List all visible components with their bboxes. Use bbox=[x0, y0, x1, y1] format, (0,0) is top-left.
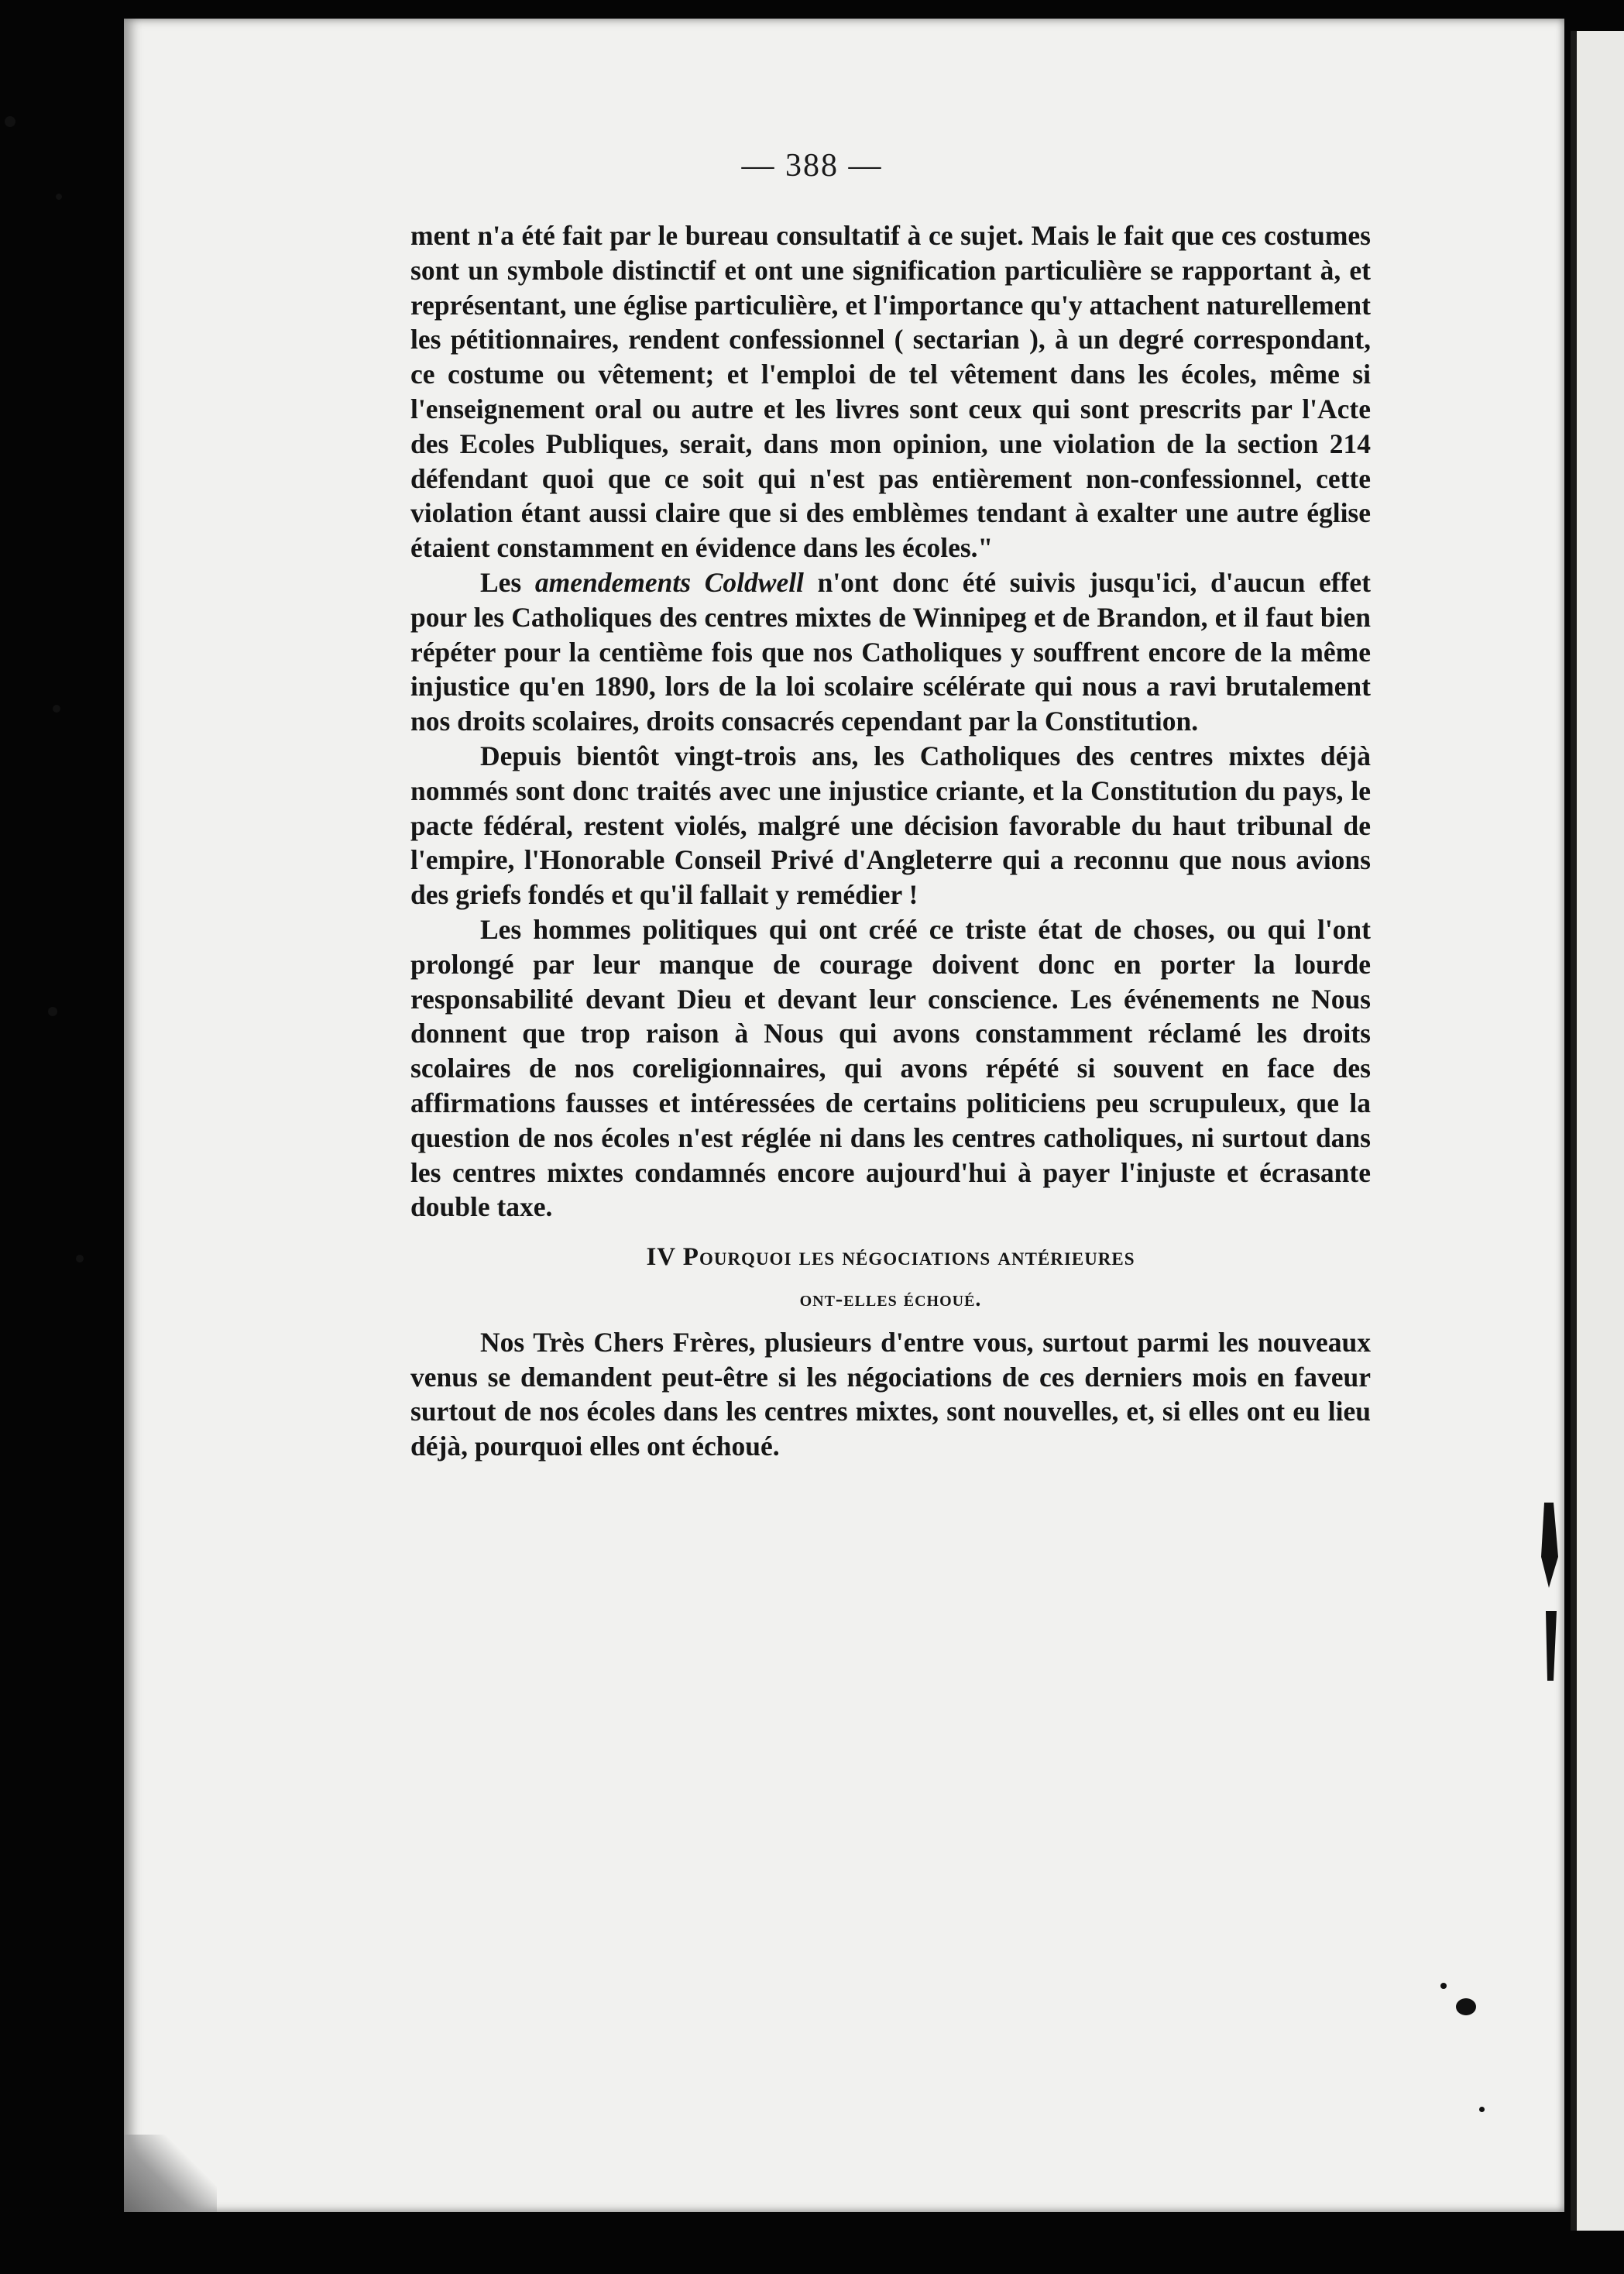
paragraph-4: Les hommes politiques qui ont créé ce triste état de choses, ou qui l'ont prolongé par leur manque de courage doivent donc en porter la lourde responsabilité devant Dieu et devant leur conscience. Les événements ne Nous donnent que trop raison à Nous qui avons constamment réclamé les droits scolaires de nos coreligionnaires, qui avons répété si souvent en face des affirmations fausses et intéressées de certains politiciens peu scrupuleux, que la question de nos écoles n'est réglée ni dans les centres catholiques, ni surtout dans les centres mixtes condamnés encore aujourd'hui à payer l'injuste et écrasante double taxe. bbox=[410, 913, 1371, 1223]
document-body bbox=[410, 218, 1371, 1464]
section-subheading: ont-elles échoué. bbox=[799, 1286, 982, 1311]
paragraph-1: ment n'a été fait par le bureau consultatif à ce sujet. Mais le fait que ces costumes sont un symbole distinctif et ont une signification particulière se rapportant à, et représentant, une église particulière, et l'importance qu'y attachent naturellement les pétitionnaires, rendent confessionnel ( sectarian ), à un degré correspondant, ce costume ou vêtement; et l'emploi de tel vêtement dans les écoles, même si l'enseignement oral ou autre et les livres sont ceux qui sont prescrits par l'Acte des Ecoles Publiques, serait, dans mon opinion, une violation de la section 214 défendant quoi que ce soit qui n'est pas entièrement non-confessionnel, cette violation étant aussi claire que si des emblèmes tendant à exalter une autre église étaient constamment en évidence dans les écoles." bbox=[410, 220, 1371, 564]
scan-speck bbox=[1440, 1983, 1447, 1989]
page-number: — 388 — bbox=[741, 148, 883, 184]
paragraph-5: Nos Très Chers Frères, plusieurs d'entre vous, surtout parmi les nouveaux venus se demandent peut-être si les négociations de ces derniers mois en faveur surtout de nos écoles dans les centres mixtes, sont nouvelles, et, si elles ont eu lieu déjà, pourquoi elles ont échoué. bbox=[410, 1326, 1371, 1462]
section-heading: IV Pourquoi les négociations antérieures bbox=[646, 1243, 1135, 1272]
paragraph-2 bbox=[410, 565, 1371, 739]
scan-speck bbox=[48, 1007, 57, 1016]
paragraph-2-text: n'ont donc été suivis jusqu'ici, d'aucun effet pour les Catholiques des centres mixtes de Winnipeg et de Brandon, et il faut bien répéter pour la centième fois que nos Catholiques y souffrent encore de la même injustice qu'en 1890, lors de la loi scolaire scélérate qui nous a ravi brutalement nos droits scolaires, droits consacrés cependant par la Constitution. bbox=[410, 566, 1371, 737]
scan-speck bbox=[1479, 2107, 1485, 2112]
scan-speck bbox=[5, 116, 15, 127]
adjacent-page-edge bbox=[1571, 31, 1624, 2231]
scan-speck bbox=[76, 1255, 84, 1262]
scan-speck bbox=[56, 194, 62, 200]
page-edge-mark bbox=[1536, 1503, 1561, 1681]
scan-speck bbox=[1456, 1998, 1476, 2015]
paragraph-2-italic: amendements Coldwell bbox=[534, 566, 804, 598]
scan-speck bbox=[53, 705, 60, 713]
paragraph-2-lead: Les bbox=[480, 566, 535, 598]
paragraph-3: Depuis bientôt vingt-trois ans, les Catholiques des centres mixtes déjà nommés sont donc traités avec une injustice criante, et la Constitution du pays, le pacte fédéral, restent violés, malgré une décision favorable du haut tribunal de l'empire, l'Honorable Conseil Privé d'Angleterre qui a reconnu que nous avions des griefs fondés et qu'il fallait y remédier ! bbox=[410, 740, 1371, 911]
